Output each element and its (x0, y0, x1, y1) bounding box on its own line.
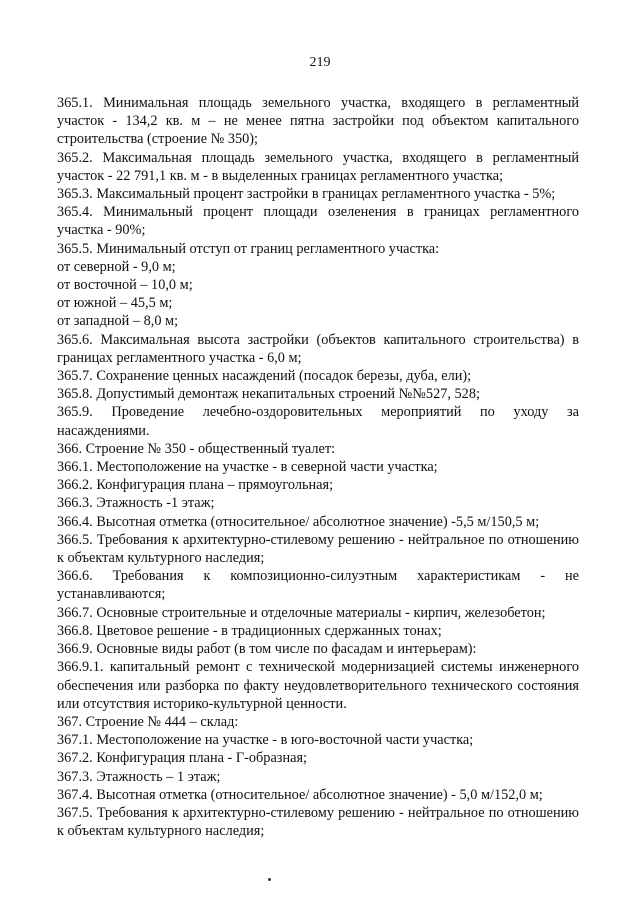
paragraph-367-5: 367.5. Требования к архитектурно-стилевому решению - нейтральное по отношению к объектам культурного наследия; (57, 804, 579, 840)
paragraph-366: 366. Строение № 350 - общественный туалет: (57, 440, 336, 457)
paragraph-366-9: 366.9. Основные виды работ (в том числе по фасадам и интерьерам): (57, 641, 477, 658)
paragraph-367-2: 367.2. Конфигурация плана - Г-образная; (57, 750, 307, 767)
paragraph-367-1: 367.1. Местоположение на участке - в юго-восточной части участка; (57, 732, 474, 749)
paragraph-365-4: 365.4. Минимальный процент площади озеленения в границах регламентного участка - 90%; (57, 204, 579, 239)
paragraph-366-7: 366.7. Основные строительные и отделочные материалы - кирпич, железобетон; (57, 604, 546, 621)
offset-south: от южной – 45,5 м; (57, 295, 173, 312)
paragraph-367: 367. Строение № 444 – склад: (57, 713, 239, 730)
paragraph-366-2: 366.2. Конфигурация плана – прямоугольная; (57, 477, 334, 494)
paragraph-365-8: 365.8. Допустимый демонтаж некапитальных строений №№527, 528; (57, 386, 480, 403)
paragraph-367-3: 367.3. Этажность – 1 этаж; (57, 768, 221, 785)
paragraph-366-8: 366.8. Цветовое решение - в традиционных сдержанных тонах; (57, 622, 442, 639)
scan-mark (268, 878, 271, 881)
offset-east: от восточной – 10,0 м; (57, 277, 193, 294)
paragraph-365-7: 365.7. Сохранение ценных насаждений (посадок березы, дуба, ели); (57, 368, 472, 385)
page-number: 219 (309, 55, 331, 70)
paragraph-365-9: 365.9. Проведение лечебно-оздоровительных мероприятий по уходу за насаждениями. (57, 404, 579, 439)
paragraph-365-1: 365.1. Минимальная площадь земельного участка, входящего в регламентный участок - 134,2 кв. м – не менее пятна застройки под объектом капитального строительства (строение № 350); (57, 95, 579, 148)
paragraph-366-5: 366.5. Требования к архитектурно-стилевому решению - нейтральное по отношению к объектам культурного наследия; (57, 531, 579, 567)
paragraph-367-4: 367.4. Высотная отметка (относительное/ абсолютное значение) - 5,0 м/152,0 м; (57, 786, 543, 803)
paragraph-365-3: 365.3. Максимальный процент застройки в границах регламентного участка - 5%; (57, 186, 556, 203)
paragraph-365-2: 365.2. Максимальная площадь земельного участка, входящего в регламентный участок - 22 791,1 кв. м - в выделенных границах регламентного участка; (57, 149, 579, 184)
offset-west: от западной – 8,0 м; (57, 313, 179, 330)
offset-north: от северной - 9,0 м; (57, 258, 176, 275)
document-body (57, 94, 579, 840)
paragraph-366-9-1: 366.9.1. капитальный ремонт с технической модернизацией системы инженерного обеспечения или разборка по факту неудовлетворительного технического состояния или отсутствия историко-культурной ценности. (57, 659, 579, 712)
paragraph-366-3: 366.3. Этажность -1 этаж; (57, 495, 215, 512)
paragraph-366-4: 366.4. Высотная отметка (относительное/ абсолютное значение) -5,5 м/150,5 м; (57, 513, 540, 530)
paragraph-366-1: 366.1. Местоположение на участке - в северной части участка; (57, 459, 438, 476)
paragraph-365-5: 365.5. Минимальный отступ от границ регламентного участка: (57, 240, 440, 257)
paragraph-365-6: 365.6. Максимальная высота застройки (объектов капитального строительства) в границах регламентного участка - 6,0 м; (57, 331, 579, 366)
paragraph-366-6: 366.6. Требования к композиционно-силуэтным характеристикам - не устанавливаются; (57, 568, 579, 603)
